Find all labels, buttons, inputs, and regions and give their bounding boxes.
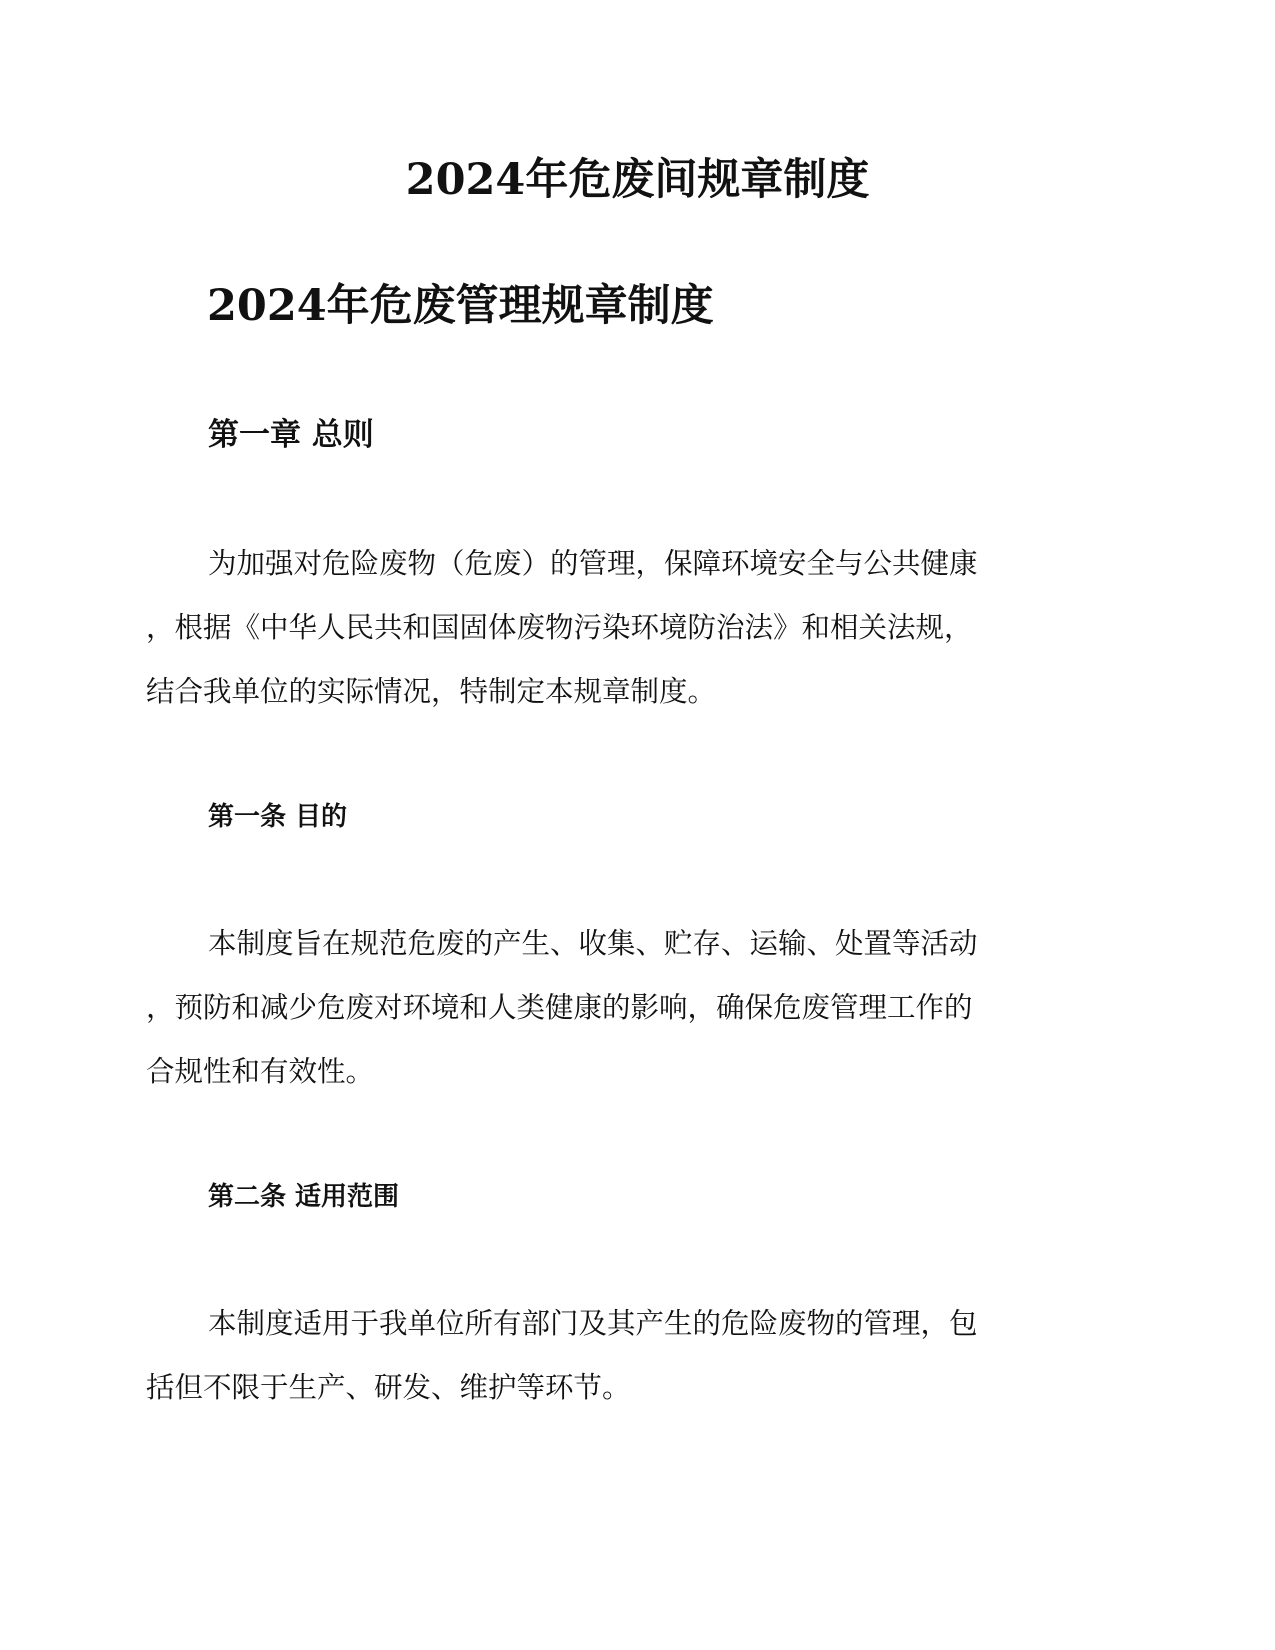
article-2-paragraph [146, 1292, 1086, 1420]
paragraph-line: 括但不限于生产、研发、维护等环节。 [146, 1371, 631, 1404]
document-title: 2024年危废间规章制度 [405, 155, 870, 205]
chapter-heading: 第一章 总则 [208, 417, 374, 453]
paragraph-line: 本制度旨在规范危废的产生、收集、贮存、运输、处置等活动 [208, 927, 978, 960]
paragraph-line: 结合我单位的实际情况，特制定本规章制度。 [146, 675, 717, 708]
article-1-heading: 第一条 目的 [208, 802, 348, 832]
paragraph-line: 为加强对危险废物（危废）的管理，保障环境安全与公共健康 [208, 547, 978, 580]
article-1-paragraph [146, 912, 1086, 1104]
paragraph-line: 合规性和有效性。 [146, 1055, 375, 1088]
chapter-intro-paragraph [146, 532, 1086, 724]
paragraph-line: ，根据《中华人民共和国固体废物污染环境防治法》和相关法规， [146, 611, 973, 644]
paragraph-line: ，预防和减少危废对环境和人类健康的影响，确保危废管理工作的 [146, 991, 973, 1024]
article-2-heading: 第二条 适用范围 [208, 1182, 400, 1212]
document-subtitle: 2024年危废管理规章制度 [207, 281, 714, 331]
paragraph-line: 本制度适用于我单位所有部门及其产生的危险废物的管理，包 [208, 1307, 978, 1340]
